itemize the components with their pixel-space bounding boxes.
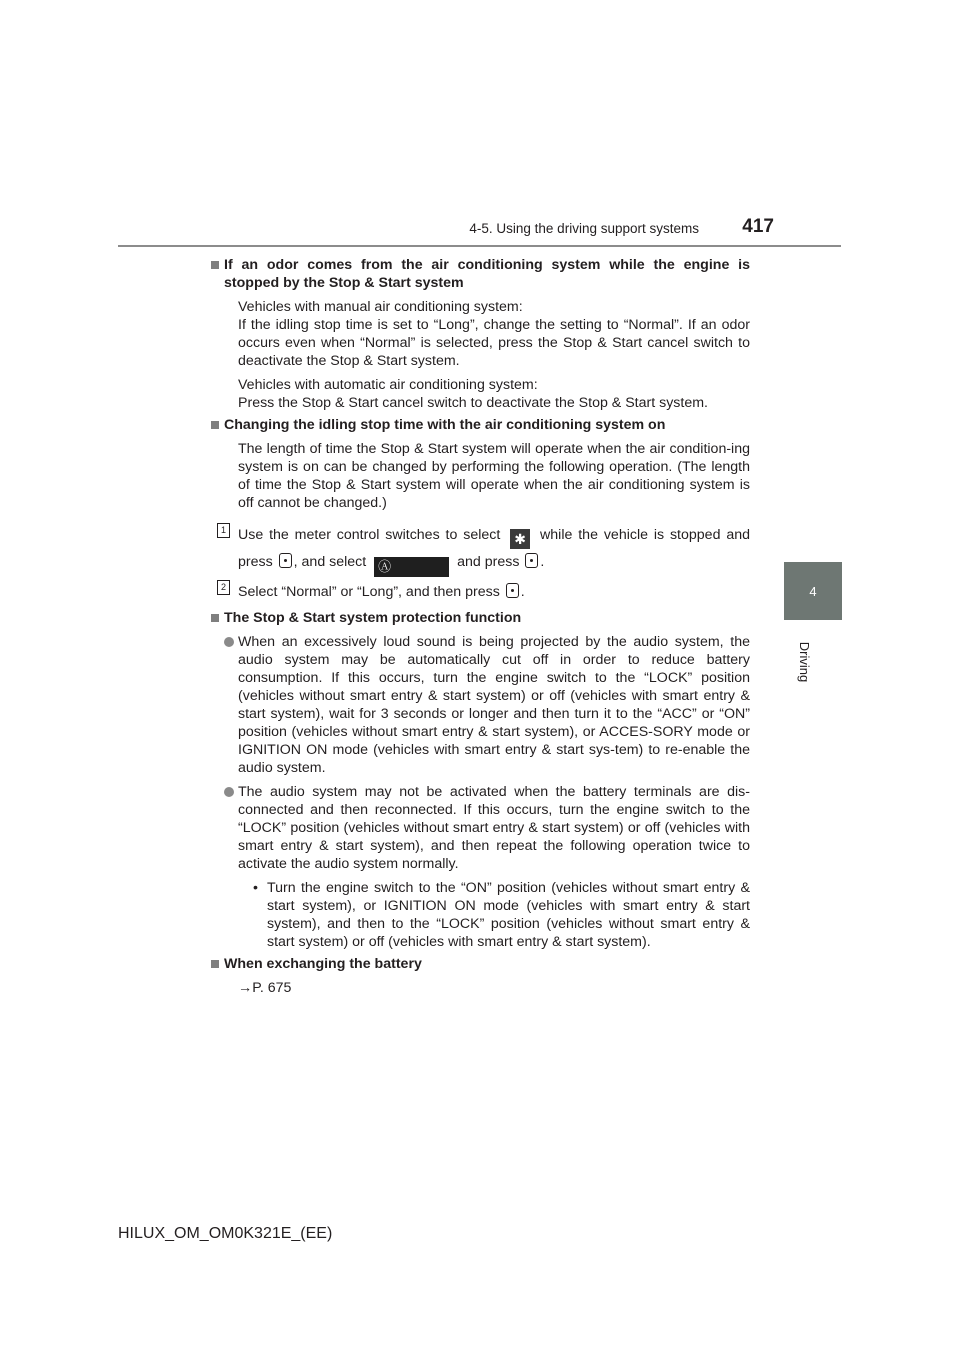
circle-bullet-icon [224,787,234,797]
meter-enter-button-icon [506,583,519,598]
section-heading-protection: The Stop & Start system protection function [209,609,750,627]
page-number: 417 [742,216,774,237]
section-heading-odor: If an odor comes from the air conditioning system while the engine is stopped by the Stop & Start system [209,256,750,292]
square-bullet-icon [211,614,219,622]
auto-ac-text: Press the Stop & Start cancel switch to deactivate the Stop & Start system. [238,395,708,411]
manual-ac-title: Vehicles with manual air conditioning system: [238,299,523,315]
chapter-tab [784,562,842,620]
header-divider [118,245,841,247]
auto-ac-paragraph [238,376,750,412]
step-number-1: 1 [217,523,230,538]
header-section-title: 4-5. Using the driving support systems [469,221,699,236]
auto-ac-title: Vehicles with automatic air conditioning system: [238,377,538,393]
chapter-number: 4 [809,583,817,599]
settings-gear-icon: ✱ [510,529,530,549]
section-heading-battery: When exchanging the battery [209,955,750,973]
stop-start-menu-icon: Ⓐ [374,557,449,577]
protection-subbullet: • Turn the engine switch to the “ON” position (vehicles without smart entry & start system), or IGNITION ON mode (vehicles with smart entry & start system), and then to the “LOCK” position (vehicles without smart entry & start system) or off (vehicles with smart entry & start system). [253,880,750,950]
step-number-2: 2 [217,580,230,595]
step-1: 1 Use the meter control switches to select ✱ while the vehicle is stopped and press , and select Ⓐ and press . [238,522,750,577]
circle-bullet-icon [224,637,234,647]
meter-enter-button-icon [525,553,538,568]
manual-ac-paragraph [238,298,750,370]
square-bullet-icon [211,261,219,269]
protection-bullet-1: When an excessively loud sound is being projected by the audio system, the audio system may be automatically cut off in order to reduce battery consumption. If this occurs, turn the engine switch to the “LOCK” position (vehicles without smart entry & start system) or off (vehicles with smart entry & start system), wait for 3 seconds or longer and then turn it to the “ACC” or “ON” position (vehicles without smart entry & start system), or ACCES-SORY mode or IGNITION ON mode (vehicles with smart entry & start sys-tem) to re-enable the audio system. [224,633,750,777]
step-2: 2 Select “Normal” or “Long”, and then press . [238,579,750,605]
page-content [209,252,750,997]
battery-page-reference: →P. 675 [238,980,292,996]
idling-paragraph: The length of time the Stop & Start system will operate when the air condition-ing system is on can be changed by performing the following operation. (The length of time the Stop & Start system will operate when the air conditioning system is off cannot be changed.) [238,441,750,511]
protection-bullet-2: The audio system may not be activated when the battery terminals are dis-connected and then reconnected. If this occurs, turn the engine switch to the “LOCK” position (vehicles without smart entry & start system) or off (vehicles with smart entry & start system), and then repeat the following operation twice to activate the audio system normally. [224,783,750,873]
manual-ac-text: If the idling stop time is set to “Long”, change the setting to “Normal”. If an odor occurs even when “Normal” is selected, press the Stop & Start cancel switch to deactivate the Stop & Start system. [238,317,750,369]
chapter-label: Driving [797,641,812,683]
subbullet-mark: • [253,880,258,896]
document-code: HILUX_OM_OM0K321E_(EE) [118,1225,333,1242]
square-bullet-icon [211,421,219,429]
square-bullet-icon [211,960,219,968]
meter-enter-button-icon [279,553,292,568]
section-heading-idling: Changing the idling stop time with the air conditioning system on [209,416,750,434]
